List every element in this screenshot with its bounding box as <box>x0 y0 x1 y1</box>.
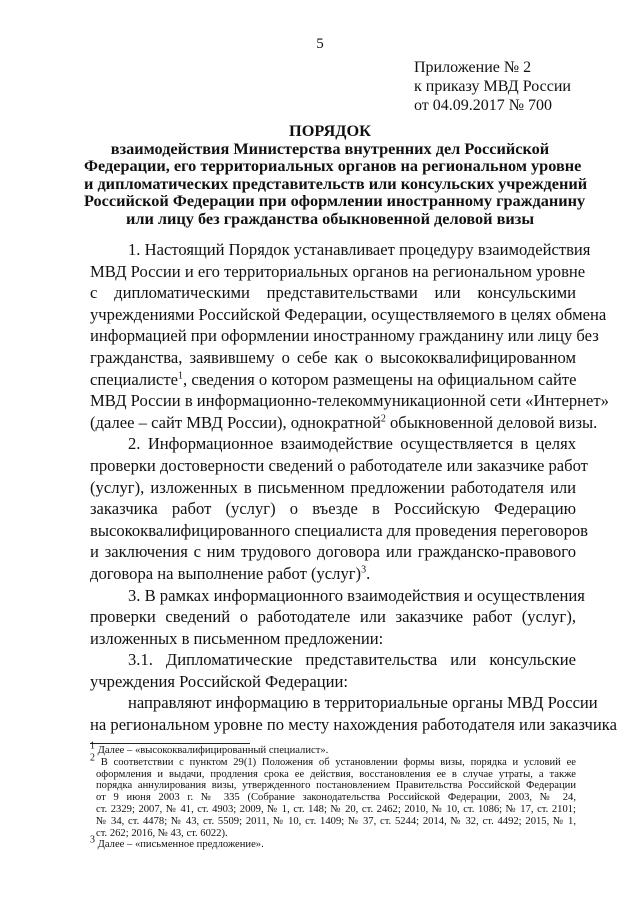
footnote-ref-3[interactable]: 3 <box>361 564 367 576</box>
appendix-block <box>414 58 571 115</box>
text-line: (услуг), изложенных в письменном предложении работодателя или <box>90 477 576 497</box>
text-line: с дипломатическими представительствами или консульскими <box>90 283 576 303</box>
footnote-text: В соответствии с пунктом 29(1) Положения об установлении формы визы, порядка и условий ее <box>95 756 576 768</box>
footnote-line <box>90 740 576 757</box>
paragraph-2 <box>90 433 589 584</box>
text-line: и заключения с ним трудового договора или гражданско-правового <box>90 542 576 562</box>
text-fragment: , сведения о котором размещены на официальном сайте <box>183 369 577 389</box>
footnote-mark: 1 <box>90 740 95 752</box>
text-line: учреждениями Российской Федерации, осуществляемого в целях обмена <box>90 304 607 324</box>
text-line: учреждения Российской Федерации: <box>90 671 349 691</box>
title-line: Федерации, его территориальных органов на региональном уровне <box>84 156 582 176</box>
footnote-line <box>90 752 576 769</box>
title-line: Российской Федерации при оформлении иностранному гражданину <box>84 191 586 211</box>
text-line: информацией при оформлении иностранному гражданину или лицу без <box>90 326 599 346</box>
paragraph-3-1 <box>90 649 576 692</box>
footnote-line: ст. 262; 2016, № 43, ст. 6022). <box>96 827 228 839</box>
paragraph-1 <box>90 239 609 433</box>
text-line: гражданства, заявившему о себе как о высококвалифицированном <box>90 347 576 367</box>
text-fragment: (далее – сайт МВД России), однократной <box>90 412 381 432</box>
footnote-divider <box>90 743 250 744</box>
text-line: проверки достоверности сведений о работодателе или заказчике работ <box>90 455 588 475</box>
footnote-text: Далее – «высококвалифицированный специалист». <box>95 745 329 756</box>
text-line: 3.1. Дипломатические представительства или консульские <box>128 650 576 670</box>
footnote-line <box>90 834 576 851</box>
footnote-2 <box>90 752 576 840</box>
title-line: и дипломатических представительств или консульских учреждений <box>84 173 588 193</box>
text-line <box>90 412 598 434</box>
footnote-line: от 9 июня 2003 г. № 335 (Собрание законодательства Российской Федерации, 2003, № 24, <box>96 792 576 804</box>
page-number: 5 <box>316 36 324 52</box>
text-line: 2. Информационное взаимодействие осуществляется в целях <box>128 434 576 454</box>
footnote-line: № 34, ст. 4478; № 43, ст. 5509; 2011, № 10, ст. 1409; № 37, ст. 5244; 2014, № 32, ст. 4492; 2015, № 1, <box>96 815 576 827</box>
text-line: МВД России в информационно-телекоммуникационной сети «Интернет» <box>90 391 609 411</box>
footnote-line: порядка аннулирования визы, утвержденного постановлением Правительства Российской Федерации <box>96 780 576 792</box>
footnote-mark: 3 <box>90 834 95 846</box>
text-fragment: договора на выполнение работ (услуг) <box>90 563 362 583</box>
title-line: или лицу без гражданства обыкновенной деловой визы <box>125 208 535 228</box>
title-line: взаимодействия Министерства внутренних дел Российской <box>110 138 550 158</box>
text-line: на региональном уровне по месту нахождения работодателя или заказчика <box>90 715 617 735</box>
paragraph-3 <box>90 585 585 650</box>
appendix-line-1: Приложение № 2 <box>414 59 532 76</box>
text-line: высококвалифицированного специалиста для проведения переговоров <box>90 520 589 540</box>
footnote-ref-2[interactable]: 2 <box>380 413 386 425</box>
text-fragment: обыкновенной деловой визы. <box>385 412 598 432</box>
text-line: 3. В рамках информационного взаимодействия и осуществления <box>128 585 585 605</box>
text-line: МВД России и его территориальных органов на региональном уровне <box>90 261 586 281</box>
text-line: проверки сведений о работодателе или заказчике работ (услуг), <box>90 607 576 627</box>
text-fragment: . <box>366 563 371 583</box>
text-fragment: специалисте <box>90 369 179 389</box>
document-body <box>90 239 617 736</box>
footnote-mark: 2 <box>90 752 95 764</box>
document-title <box>84 121 588 228</box>
text-line: изложенных в письменном предложении: <box>90 628 384 648</box>
footnote-1 <box>90 740 576 757</box>
title-heading: ПОРЯДОК <box>289 121 371 140</box>
paragraph-4 <box>90 692 617 735</box>
text-line: 1. Настоящий Порядок устанавливает процедуру взаимодействия <box>128 240 591 259</box>
text-line <box>90 563 576 585</box>
appendix-line-3: от 04.09.2017 № 700 <box>414 97 553 114</box>
text-line <box>90 369 576 391</box>
text-line: направляют информацию в территориальные органы МВД России <box>128 693 598 713</box>
footnote-ref-1[interactable]: 1 <box>178 370 184 382</box>
footnote-text: Далее – «письменное предложение». <box>95 839 264 851</box>
appendix-line-2: к приказу МВД России <box>414 78 571 95</box>
footnote-line: ст. 2329; 2007, № 41, ст. 4903; 2009, № 1, ст. 148; № 20, ст. 2462; 2010, № 10, ст. 1086; № 17, ст. 2101; <box>96 803 576 815</box>
footnote-line: оформления и выдачи, продления срока ее действия, восстановления ее в случае утраты, а также <box>96 768 576 780</box>
footnote-3 <box>90 834 576 851</box>
text-line: заказчика работ (услуг) о въезде в Российскую Федерацию <box>90 499 576 519</box>
footnotes <box>90 740 576 851</box>
